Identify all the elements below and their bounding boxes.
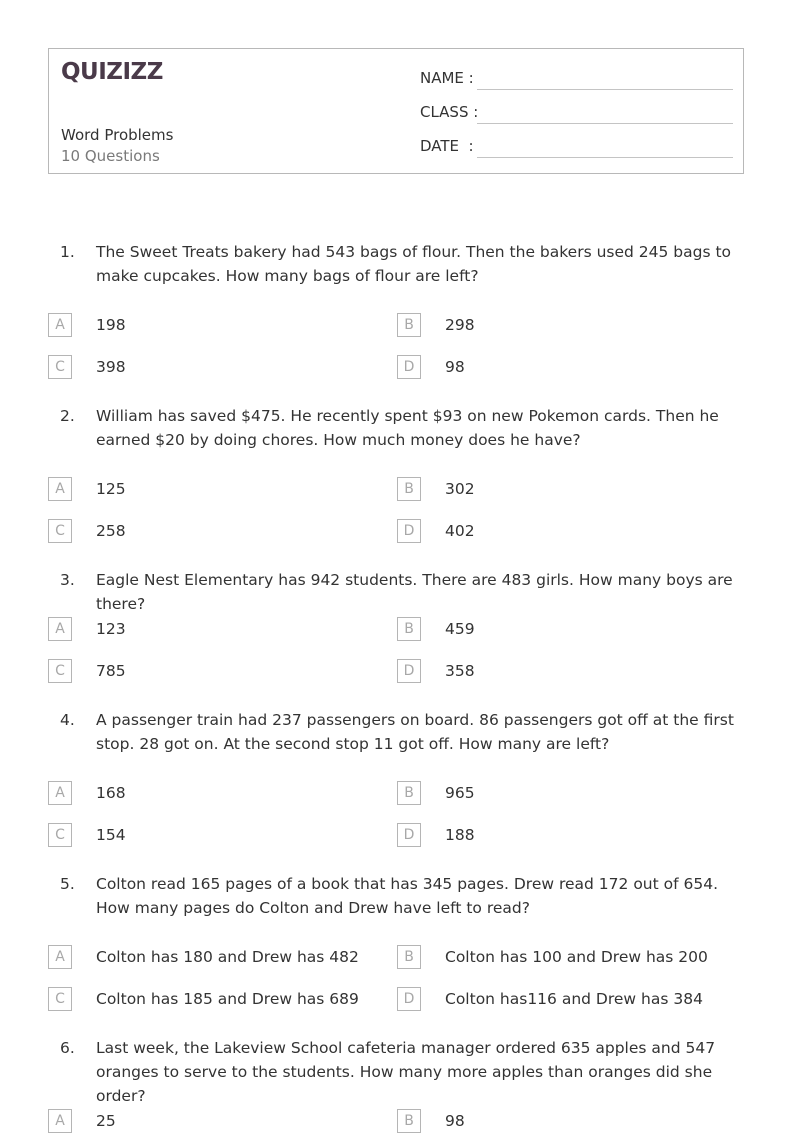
option-text: Colton has 180 and Drew has 482 bbox=[96, 948, 359, 966]
question-count: 10 Questions bbox=[61, 147, 160, 165]
option-letter: A bbox=[48, 945, 72, 969]
date-label: DATE : bbox=[420, 137, 474, 155]
class-label: CLASS : bbox=[420, 103, 479, 121]
question-text: The Sweet Treats bakery had 543 bags of flour. Then the bakers used 245 bags to make cupcakes. How many bags of flour are left? bbox=[96, 243, 732, 285]
option-letter: D bbox=[397, 659, 421, 683]
option-text: 123 bbox=[96, 620, 126, 638]
option-letter: B bbox=[397, 945, 421, 969]
option-letter: C bbox=[48, 823, 72, 847]
worksheet-title: Word Problems bbox=[61, 126, 174, 144]
option-text: 302 bbox=[445, 480, 475, 498]
quizizz-logo: QUIZIZZ bbox=[61, 59, 163, 85]
option-letter: A bbox=[48, 313, 72, 337]
option-text: 98 bbox=[445, 358, 465, 376]
question-number: 4. bbox=[60, 711, 75, 729]
option-letter: D bbox=[397, 519, 421, 543]
question-text: Last week, the Lakeview School cafeteria manager ordered 635 apples and 547 oranges to serve to the students. How many more apples than oranges did she order? bbox=[96, 1039, 716, 1105]
option-text: 258 bbox=[96, 522, 126, 540]
option-text: 785 bbox=[96, 662, 126, 680]
option-letter: B bbox=[397, 617, 421, 641]
option-text: Colton has 185 and Drew has 689 bbox=[96, 990, 359, 1008]
option-letter: B bbox=[397, 477, 421, 501]
name-line bbox=[477, 89, 733, 90]
question-number: 2. bbox=[60, 407, 75, 425]
option-text: Colton has 100 and Drew has 200 bbox=[445, 948, 708, 966]
option-text: 358 bbox=[445, 662, 475, 680]
option-text: Colton has116 and Drew has 384 bbox=[445, 990, 703, 1008]
option-letter: B bbox=[397, 313, 421, 337]
option-letter: D bbox=[397, 987, 421, 1011]
option-letter: C bbox=[48, 659, 72, 683]
question-text: William has saved $475. He recently spent $93 on new Pokemon cards. Then he earned $20 by doing chores. How much money does he have? bbox=[96, 407, 719, 449]
option-text: 168 bbox=[96, 784, 126, 802]
option-text: 459 bbox=[445, 620, 475, 638]
option-text: 25 bbox=[96, 1112, 116, 1130]
question-number: 3. bbox=[60, 571, 75, 589]
option-letter: A bbox=[48, 617, 72, 641]
option-text: 198 bbox=[96, 316, 126, 334]
option-letter: D bbox=[397, 823, 421, 847]
option-letter: C bbox=[48, 355, 72, 379]
option-letter: C bbox=[48, 519, 72, 543]
question-number: 6. bbox=[60, 1039, 75, 1057]
option-text: 965 bbox=[445, 784, 475, 802]
question-text: Colton read 165 pages of a book that has 345 pages. Drew read 172 out of 654. How many pages do Colton and Drew have left to read? bbox=[96, 875, 719, 917]
option-text: 154 bbox=[96, 826, 126, 844]
option-text: 398 bbox=[96, 358, 126, 376]
option-letter: C bbox=[48, 987, 72, 1011]
date-line bbox=[477, 157, 733, 158]
option-letter: A bbox=[48, 1109, 72, 1133]
option-text: 98 bbox=[445, 1112, 465, 1130]
option-text: 125 bbox=[96, 480, 126, 498]
question-text: A passenger train had 237 passengers on board. 86 passengers got off at the first stop. 28 got on. At the second stop 11 got off. How many are left? bbox=[96, 711, 734, 753]
worksheet-header bbox=[48, 48, 744, 174]
question-number: 5. bbox=[60, 875, 75, 893]
option-letter: B bbox=[397, 1109, 421, 1133]
option-text: 402 bbox=[445, 522, 475, 540]
option-text: 188 bbox=[445, 826, 475, 844]
option-letter: D bbox=[397, 355, 421, 379]
question-number: 1. bbox=[60, 243, 75, 261]
option-letter: A bbox=[48, 477, 72, 501]
option-text: 298 bbox=[445, 316, 475, 334]
class-line bbox=[477, 123, 733, 124]
question-text: Eagle Nest Elementary has 942 students. There are 483 girls. How many boys are there? bbox=[96, 571, 733, 613]
option-letter: B bbox=[397, 781, 421, 805]
name-label: NAME : bbox=[420, 69, 474, 87]
option-letter: A bbox=[48, 781, 72, 805]
